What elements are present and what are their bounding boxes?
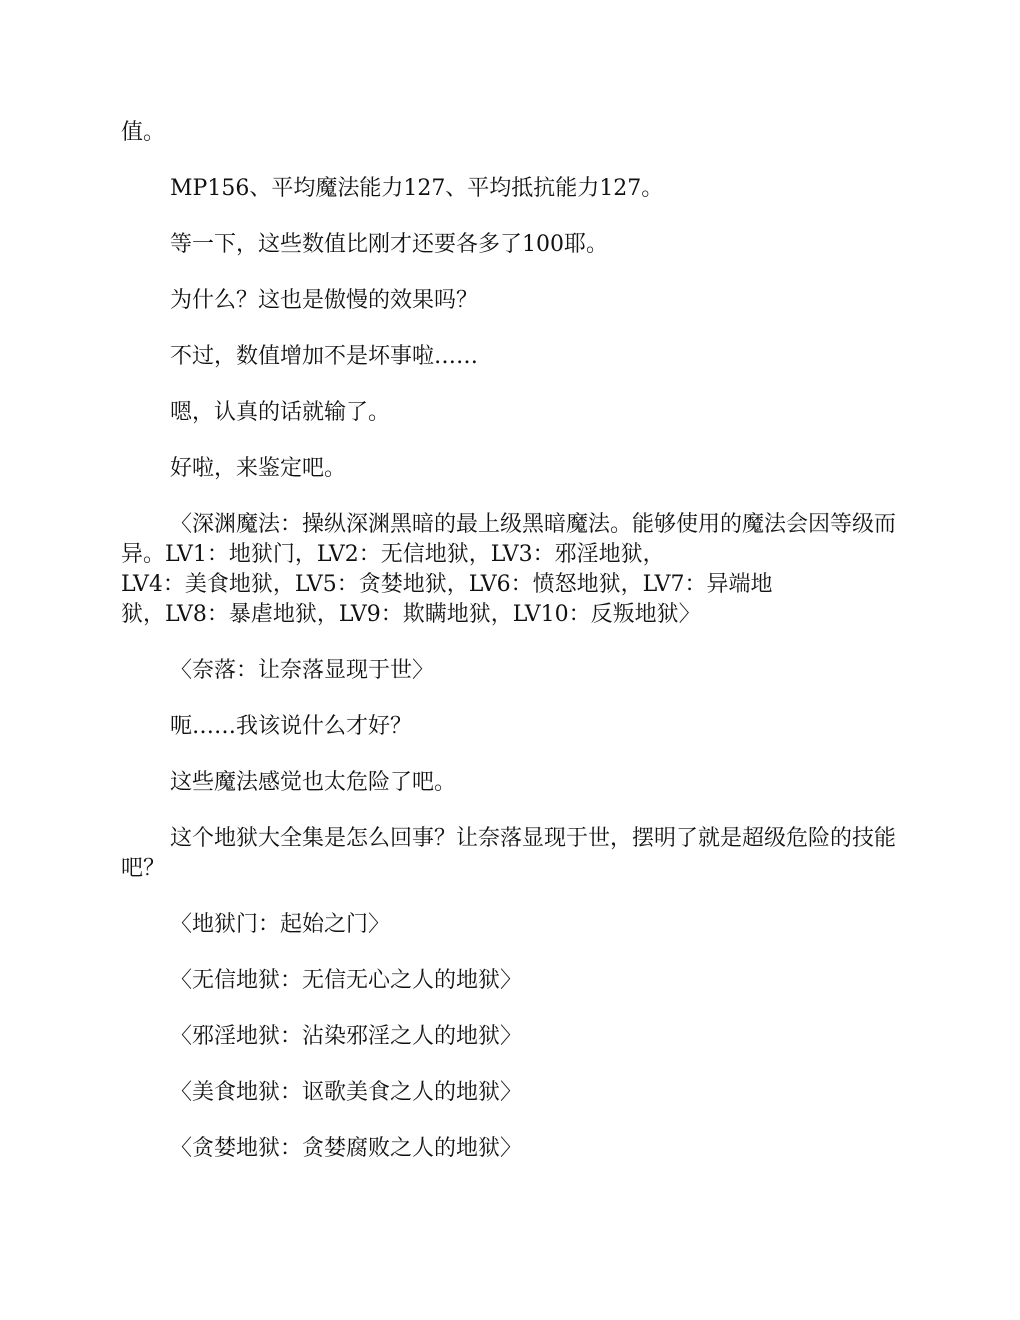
paragraph-16: 〈美食地狱：讴歌美食之人的地狱〉 [170,1080,523,1105]
paragraph-15: 〈邪淫地狱：沾染邪淫之人的地狱〉 [170,1024,523,1049]
paragraph-3: 等一下，这些数值比刚才还要各多了100耶。 [170,232,608,257]
paragraph-1: 值。 [121,120,166,145]
paragraph-17: 〈贪婪地狱：贪婪腐败之人的地狱〉 [170,1136,523,1161]
paragraph-2: MP156、平均魔法能力127、平均抵抗能力127。 [170,176,664,201]
paragraph-5: 不过，数值增加不是坏事啦…… [170,344,479,369]
paragraph-6: 嗯，认真的话就输了。 [170,400,391,425]
document-page [121,118,896,1190]
paragraph-12: 这个地狱大全集是怎么回事？让奈落显现于世，摆明了就是超级危险的技能吧？ [121,826,897,881]
paragraph-10: 呃……我该说什么才好？ [170,714,413,739]
paragraph-8-abyss-magic: 〈深渊魔法：操纵深渊黑暗的最上级黑暗魔法。能够使用的魔法会因等级而异。LV1：地狱门，LV2：无信地狱，LV3：邪淫地狱， LV4：美食地狱，LV5：贪婪地狱，LV6：愤怒地狱，LV7：异端地 狱，LV8：暴虐地狱，LV9：欺瞒地狱，LV10：反叛地狱〉 [121,512,897,627]
paragraph-9: 〈奈落：让奈落显现于世〉 [170,658,435,683]
paragraph-7: 好啦，来鉴定吧。 [170,456,347,481]
paragraph-4: 为什么？这也是傲慢的效果吗？ [170,288,479,313]
paragraph-13: 〈地狱门：起始之门〉 [170,912,391,937]
paragraph-11: 这些魔法感觉也太危险了吧。 [170,770,457,795]
paragraph-14: 〈无信地狱：无信无心之人的地狱〉 [170,968,523,993]
